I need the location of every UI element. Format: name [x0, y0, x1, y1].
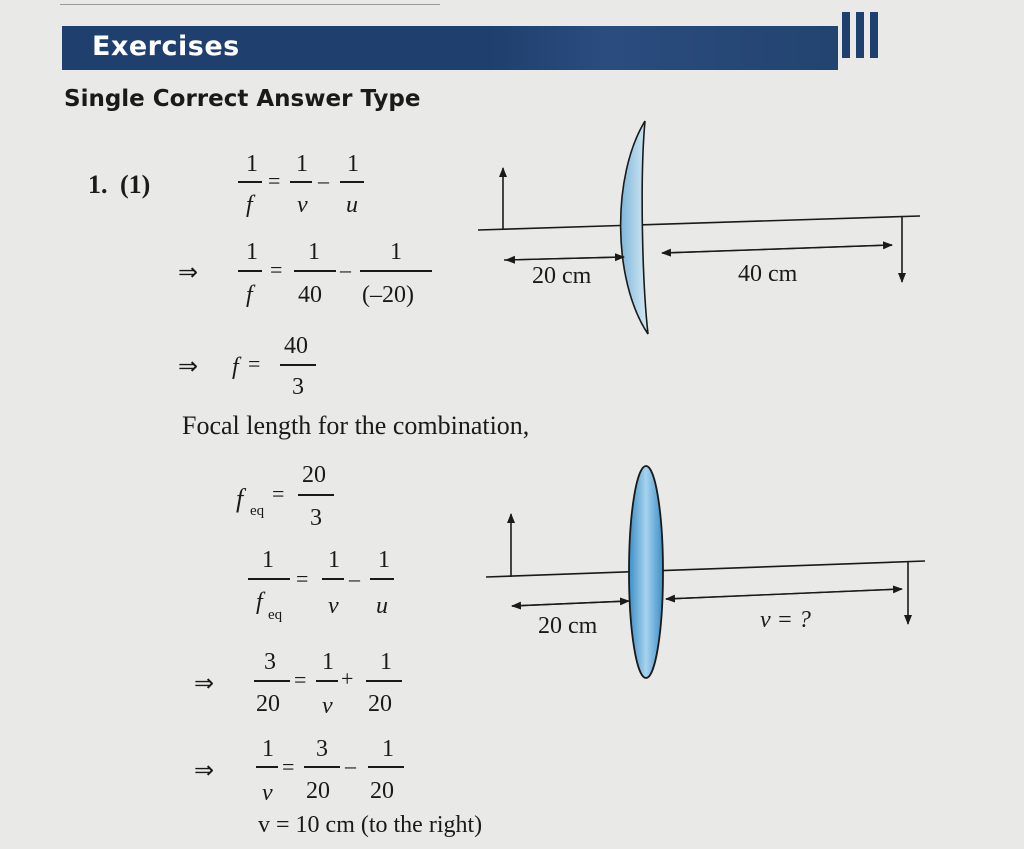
- formula1-num-v: 1: [296, 151, 308, 177]
- feq-subscript: eq: [250, 503, 265, 519]
- principal-axis: [478, 216, 920, 230]
- step4-num-v: 1: [262, 736, 274, 762]
- dim-arrow-left: [512, 601, 628, 606]
- step3-lhs-den: 20: [256, 691, 280, 717]
- step4-den2: 20: [370, 778, 394, 804]
- step4-num: 3: [316, 736, 328, 762]
- formula2-den-f: f: [256, 589, 263, 615]
- feq-den: 3: [310, 505, 322, 531]
- dim-arrow-right: [666, 589, 900, 599]
- step1-num-f: 1: [246, 239, 258, 265]
- step1-den-v: 40: [298, 282, 322, 308]
- page-title: Exercises: [92, 31, 240, 62]
- minus-sign: –: [349, 566, 360, 591]
- step3-rhs-den: 20: [368, 691, 392, 717]
- formula2-num-feq: 1: [262, 547, 274, 573]
- step1-den-f: f: [246, 282, 253, 308]
- diagram2: [486, 466, 925, 678]
- step3-lhs-num: 3: [264, 649, 276, 675]
- implies-arrow: ⇒: [178, 354, 199, 380]
- formula2-num-u: 1: [378, 547, 390, 573]
- diagram2-object-distance: 20 cm: [538, 613, 598, 639]
- minus-sign: –: [340, 257, 351, 282]
- equals-sign: =: [248, 351, 261, 376]
- biconvex-lens: [629, 466, 663, 678]
- formula2-subscript: eq: [268, 607, 283, 623]
- formula1-den-f: f: [246, 192, 253, 218]
- formula1-den-v: v: [297, 192, 308, 218]
- diagram1-image-distance: 40 cm: [738, 261, 798, 287]
- feq-f: f: [236, 484, 244, 513]
- step3-rhs-num: 1: [380, 649, 392, 675]
- combination-text: Focal length for the combination,: [182, 411, 530, 440]
- plus-sign: +: [341, 666, 354, 691]
- formula1-num-u: 1: [347, 151, 359, 177]
- feq-num: 20: [302, 462, 326, 488]
- equals-sign: =: [296, 566, 309, 591]
- step1-num-v: 1: [308, 239, 320, 265]
- dim-arrow-right: [662, 245, 890, 253]
- formula1-den-u: u: [346, 192, 358, 218]
- diagram2-image-distance: v = ?: [760, 607, 811, 633]
- step3-num-v: 1: [322, 649, 334, 675]
- step4-num2: 1: [382, 736, 394, 762]
- dim-arrow-left: [504, 257, 624, 260]
- equals-sign: =: [294, 667, 307, 692]
- diagram1: [478, 121, 920, 334]
- minus-sign: –: [345, 753, 356, 778]
- step1-den-u: (–20): [362, 282, 414, 308]
- formula2-den-v: v: [328, 593, 339, 619]
- step2-num: 40: [284, 333, 308, 359]
- implies-arrow: ⇒: [194, 671, 215, 697]
- equals-sign: =: [268, 168, 281, 193]
- step1-num-u: 1: [390, 239, 402, 265]
- step4-den-v: v: [262, 780, 273, 806]
- step3-den-v: v: [322, 693, 333, 719]
- diagram1-object-distance: 20 cm: [532, 263, 592, 289]
- problem-number: 1.: [88, 170, 108, 199]
- section-title: Single Correct Answer Type: [64, 86, 421, 112]
- step2-f: f: [232, 354, 239, 380]
- result-text: v = 10 cm (to the right): [258, 812, 483, 838]
- minus-sign: –: [318, 168, 329, 193]
- formula1-num-f: 1: [246, 151, 258, 177]
- formula2-den-u: u: [376, 593, 388, 619]
- step4-den: 20: [306, 778, 330, 804]
- implies-arrow: ⇒: [178, 260, 199, 286]
- equals-sign: =: [272, 481, 285, 506]
- answer-option: (1): [120, 170, 151, 199]
- principal-axis: [486, 561, 925, 577]
- step2-den: 3: [292, 374, 304, 400]
- plano-convex-lens: [621, 121, 648, 334]
- implies-arrow: ⇒: [194, 758, 215, 784]
- equals-sign: =: [282, 754, 295, 779]
- equals-sign: =: [270, 257, 283, 282]
- formula2-num-v: 1: [328, 547, 340, 573]
